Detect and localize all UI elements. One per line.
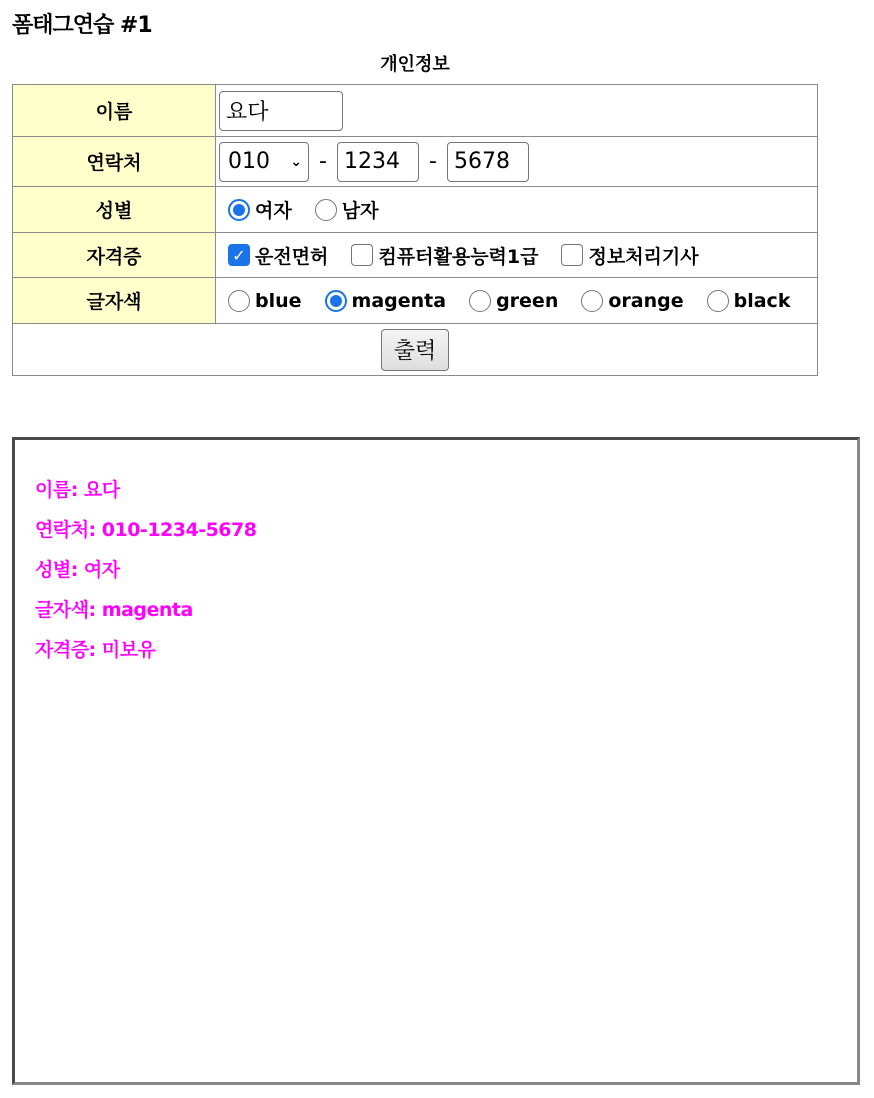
phone-last-input[interactable] (447, 142, 529, 182)
submit-cell (13, 324, 818, 376)
radio-button[interactable] (228, 199, 250, 221)
checkbox[interactable] (351, 244, 373, 266)
color-option-label: green (496, 289, 559, 312)
phone-separator: - (319, 149, 327, 174)
output-line-color: 글자색: magenta (35, 599, 193, 621)
gender-option-label: 여자 (255, 200, 292, 222)
certificate-label: 자격증 (13, 233, 216, 278)
gender-option-male[interactable] (306, 196, 379, 223)
radio-button[interactable] (228, 290, 250, 312)
phone-middle-input[interactable] (337, 142, 419, 182)
output-line-phone: 연락처: 010-1234-5678 (35, 519, 257, 541)
certificate-cell (216, 233, 818, 278)
color-option-label: black (733, 289, 791, 312)
phone-cell (216, 137, 818, 187)
table-caption: 개인정보 (380, 54, 450, 75)
output-panel (12, 437, 860, 1085)
color-option-label: orange (608, 289, 684, 312)
color-option-magenta[interactable] (316, 290, 447, 312)
radio-button[interactable] (315, 199, 337, 221)
certificate-option-info[interactable] (552, 242, 698, 269)
chevron-down-icon: ⌄ (290, 153, 302, 170)
certificate-option-label: 운전면허 (255, 245, 329, 268)
certificate-option-computer[interactable] (342, 242, 538, 269)
print-button[interactable]: 출력 (381, 329, 450, 371)
radio-button[interactable] (325, 290, 347, 312)
phone-label: 연락처 (13, 137, 216, 187)
certificate-option-label: 컴퓨터활용능력1급 (378, 245, 539, 268)
color-option-blue[interactable] (219, 290, 302, 312)
output-line-gender: 성별: 여자 (35, 559, 120, 581)
text-color-label: 글자색 (13, 278, 216, 324)
checkbox[interactable]: ✓ (228, 244, 250, 266)
gender-option-female[interactable] (219, 196, 292, 223)
color-option-orange[interactable] (572, 290, 683, 312)
certificate-option-label: 정보처리기사 (588, 245, 699, 268)
color-option-green[interactable] (460, 290, 558, 312)
output-line-certificate: 자격증: 미보유 (35, 639, 156, 661)
gender-label: 성별 (13, 187, 216, 233)
page-title: 폼태그연습 #1 (12, 13, 152, 38)
radio-button[interactable] (469, 290, 491, 312)
output-line-name: 이름: 요다 (35, 479, 120, 501)
gender-cell (216, 187, 818, 233)
checkbox[interactable] (561, 244, 583, 266)
phone-separator: - (429, 149, 437, 174)
name-label: 이름 (13, 85, 216, 137)
radio-button[interactable] (581, 290, 603, 312)
phone-prefix-select[interactable] (219, 142, 309, 182)
gender-option-label: 남자 (341, 200, 379, 222)
radio-button[interactable] (707, 290, 729, 312)
name-input[interactable] (219, 91, 343, 131)
text-color-cell (216, 278, 818, 324)
phone-prefix-value: 010 (228, 149, 270, 174)
color-option-black[interactable] (698, 290, 791, 312)
color-option-label: blue (255, 289, 302, 312)
personal-info-form (12, 84, 818, 376)
certificate-option-driver[interactable] (219, 242, 328, 269)
name-cell (216, 85, 818, 137)
color-option-label: magenta (351, 289, 447, 312)
